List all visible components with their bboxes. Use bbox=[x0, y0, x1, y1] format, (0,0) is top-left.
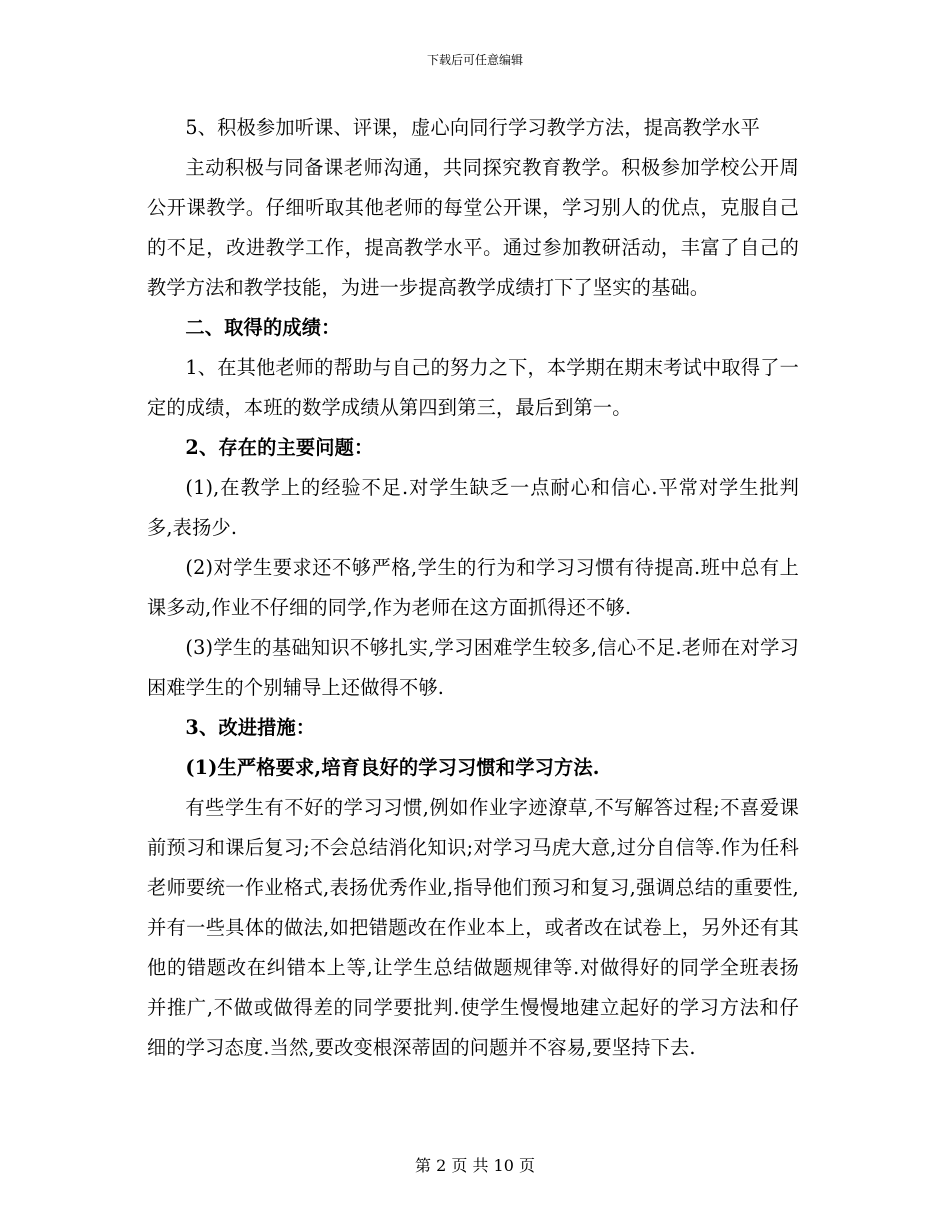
paragraph-achievement-1: 1、在其他老师的帮助与自己的努力之下，本学期在期末考试中取得了一定的成绩，本班的数学成绩从第四到第三，最后到第一。 bbox=[147, 356, 799, 419]
page-footer: 第 2 页 共 10 页 bbox=[415, 1156, 535, 1175]
subheading-measure-1: (1)生严格要求,培育良好的学习习惯和学习方法. bbox=[185, 756, 600, 779]
paragraph-problem-1: (1),在教学上的经验不足.对学生缺乏一点耐心和信心.平常对学生批判多,表扬少. bbox=[147, 476, 799, 539]
paragraph-problem-2: (2)对学生要求还不够严格,学生的行为和学习习惯有待提高.班中总有上课多动,作业不仔细的同学,作为老师在这方面抓得还不够. bbox=[147, 556, 799, 619]
document-body bbox=[147, 108, 799, 1068]
section-heading-measures: 3、改进措施： bbox=[185, 716, 316, 739]
paragraph-item-5: 5、积极参加听课、评课，虚心向同行学习教学方法，提高教学水平 bbox=[185, 116, 761, 139]
section-heading-achievements: 二、取得的成绩： bbox=[185, 316, 341, 339]
paragraph-measure-detail: 有些学生有不好的学习习惯,例如作业字迹潦草,不写解答过程;不喜爱课前预习和课后复习;不会总结消化知识;对学习马虎大意,过分自信等.作为任科老师要统一作业格式,表扬优秀作业,指导他们预习和复习,强调总结的重要性,并有一些具体的做法,如把错题改在作业本上，或者改在试卷上，另外还有其他的错题改在纠错本上等,让学生总结做题规律等.对做得好的同学全班表扬并推广,不做或做得差的同学要批判.使学生慢慢地建立起好的学习方法和仔细的学习态度.当然,要改变根深蒂固的问题并不容易,要坚持下去. bbox=[147, 796, 799, 1059]
section-heading-problems: 2、存在的主要问题： bbox=[185, 436, 374, 459]
paragraph-communication: 主动积极与同备课老师沟通，共同探究教育教学。积极参加学校公开周公开课教学。仔细听取其他老师的每堂公开课，学习别人的优点，克服自己的不足，改进教学工作，提高教学水平。通过参加教研活动，丰富了自己的教学方法和教学技能，为进一步提高教学成绩打下了坚实的基础。 bbox=[147, 156, 799, 299]
page-header: 下载后可任意编辑 bbox=[426, 53, 523, 67]
paragraph-problem-3: (3)学生的基础知识不够扎实,学习困难学生较多,信心不足.老师在对学习困难学生的个别辅导上还做得不够. bbox=[147, 636, 799, 699]
